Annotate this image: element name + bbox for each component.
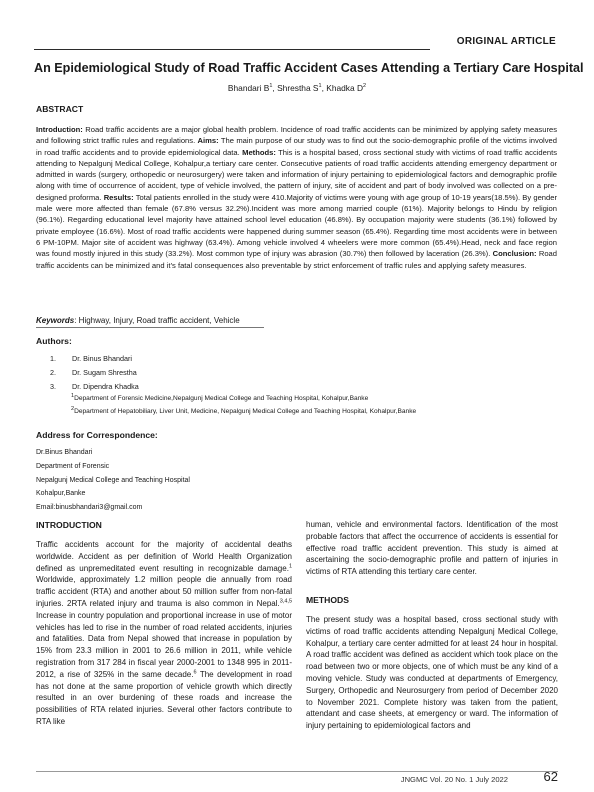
correspondence-line: Dr.Binus Bhandari <box>36 449 93 456</box>
page-number: 62 <box>543 769 558 784</box>
correspondence-email: Email:binusbhandari3@gmail.com <box>36 504 143 511</box>
abstract-body <box>36 124 557 271</box>
introduction-body: Traffic accidents account for the majority of accidental deaths worldwide. Accident as per definition of World Health Organization defined as unpremeditated event resulting in recognizable damage.$^1$ Worldwide, approximately 1.2 million people die annually from road traffic accident (RTA) and another about 50 million suffer from non-fatal injuries. 2RTA related injury and trauma is also common in Nepal.$^{3,4,5}$ Increase in country population and proportional increase in use of motor vehicles has led to rise in the number of road related accidents, injuries and fatalities. Data from Nepal showed that increase in population by 15% from 23.3 million in 2001 to 26.6 million in 2011, while vehicle registration from 317 284 in fiscal year 2000-2001 to 1348 995 in 2011-2012, a rise of 325% in the same decade.$^6$ The development in road has not done at the same proportion of vehicle growth which directly resulted in an over burdening of these roads and increase the possibilities of RTA related injuries. Several other factors contribute to RTA like <box>36 540 293 726</box>
author-list-item: 2. Dr. Sugam Shrestha <box>50 368 137 377</box>
article-type-label: ORIGINAL ARTICLE <box>456 36 556 47</box>
conclusion-label: Conclusion: <box>492 249 537 259</box>
methods-text: This is a hospital based, cross sectional study with victims of road traffic accidents attending to Nepalgunj Medical College, Kohalpur,a tertiary care center. Consecutive patients of road traffic accidents attending emergency department or admitted in wards (surgery, orthopedic or neurosurgery) were taken and information of injury pertaining to epidemiological factors and demographic profile along with time of occurrence of accident, type of vehicle involved, the pattern of injury, site of accident and part of body involved was collected on a pre-designed proforma. <box>36 147 558 202</box>
abstract-heading: ABSTRACT <box>36 104 84 114</box>
author-byline: Bhandari $B^1$, Shrestha $S^1$, Khadka $D^2$ <box>227 83 367 93</box>
aims-label: Aims: <box>197 136 219 146</box>
affiliation-mark: 2 <box>363 83 367 90</box>
affiliation-1: $^1$Department of Forensic Medicine,Nepalgunj Medical College and Teaching Hospital, Kohalpur,Banke <box>71 392 369 402</box>
author-name: Shrestha S <box>277 83 319 93</box>
methods-heading: METHODS <box>306 595 349 605</box>
affiliation-mark: 1 <box>269 83 273 90</box>
author-list-item: 3. Dr. Dipendra Khadka <box>50 382 139 391</box>
keywords-label: Keywords <box>36 316 75 325</box>
citation: 3,4,5 <box>279 598 292 605</box>
author-name: Khadka D <box>326 83 364 93</box>
author-list-item: 1. Dr. Binus Bhandari <box>50 354 132 363</box>
journal-citation: JNGMC Vol. 20 No. 1 July 2022 <box>400 775 508 784</box>
affiliation-2: $^2$Department of Hepatobiliary, Liver Unit, Medicine, Nepalgunj Medical College and Teaching Hospital, Kohalpur,Banke <box>71 405 417 415</box>
author-full-name: Dr. Sugam Shrestha <box>72 368 137 377</box>
article-title: An Epidemiological Study of Road Traffic Accident Cases Attending a Tertiary Care Hospital <box>34 61 584 75</box>
results-text: Total patients enrolled in the study were 410.Majority of victims were young with age group of 10-19 years(18.5%). By gender male were more affected than female (67.8% versus 32.2%).Incident was more among married couple (61%). Majority belongs to Hindu by religion (96.1%). Regarding educational level majority have attained school level education (46.8%). By occupation majority were students (36.1%) followed by private employee (16.6%). Most of road traffic accidents were happened during summer season (65.4%). Regarding time most accidents were in between 6 PM-10PM. Major site of accident was highway (63.4%). Among vehicle involved 4 wheelers were more common (65.4%).Head, neck and face region was found mostly injured in this study (33.2%). Most common type of injury was abrasion (30.7%) then followed by laceration (26.3%). <box>36 192 557 259</box>
article-type-badge <box>430 35 560 50</box>
methods-label: Methods: <box>242 147 276 157</box>
introduction-continued: human, vehicle and environmental factors. Identification of the most probable factors that affect the occurrence of accidents is essential for effective road traffic accident prevention. This study is aimed at ascertaining the socio-demographic profile and pattern of injuries in victims of RTA attending this tertiary care center. <box>306 520 558 577</box>
results-label: Results: <box>103 192 134 202</box>
keywords <box>36 316 264 328</box>
aims-text: The main purpose of our study was to find out the socio-demographic profile of the victims involved in road traffic accidents and to provide epidemiological data. <box>36 136 557 157</box>
affiliation-mark: 1 <box>318 83 322 90</box>
intro-label: Introduction: <box>36 125 83 134</box>
author-name: Bhandari B <box>227 83 270 93</box>
citation: 6 <box>193 669 197 676</box>
citation: 1 <box>288 562 292 569</box>
methods-body: The present study was a hospital based, cross sectional study with victims of road traffic accidents attending Nepalgunj Medical College, Kohalpur, a tertiary care center admitted for at least 24 hour in hospital. A road traffic accident was defined as accident which took place on the road between two or more objects, one of which must be any kind of a moving vehicle. Study was conducted at departments of Emergency, Surgery, Orthopedic and Neurosurgery from period of December 2020 to November 2021. Complete history was taken from the patient, attendant and case sheets, at emergency or ward. The information of injury pertaining to epidemiological factors and <box>306 615 558 731</box>
correspondence-line: Department of Forensic <box>36 463 110 470</box>
correspondence-line: Nepalgunj Medical College and Teaching Hospital <box>36 477 190 484</box>
page-footer <box>36 771 558 786</box>
author-full-name: Dr. Dipendra Khadka <box>72 382 139 391</box>
keywords-text: : Highway, Injury, Road traffic accident, Vehicle <box>74 316 240 325</box>
conclusion-text: Road traffic accidents can be minimized and it’s fatal consequences also preventable by strict enforcement of traffic rules and applying safety measures. <box>36 249 557 270</box>
correspondence-heading: Address for Correspondence: <box>36 430 158 440</box>
author-full-name: Dr. Binus Bhandari <box>72 354 132 363</box>
authors-heading: Authors: <box>36 336 72 346</box>
introduction-heading: INTRODUCTION <box>36 520 102 530</box>
correspondence-line: Kohalpur,Banke <box>36 490 86 497</box>
intro-text: Road traffic accidents are a major global health problem. Incidence of road traffic accidents can be minimized by applying safety measures and following strict traffic rules and regulations. <box>36 125 557 146</box>
